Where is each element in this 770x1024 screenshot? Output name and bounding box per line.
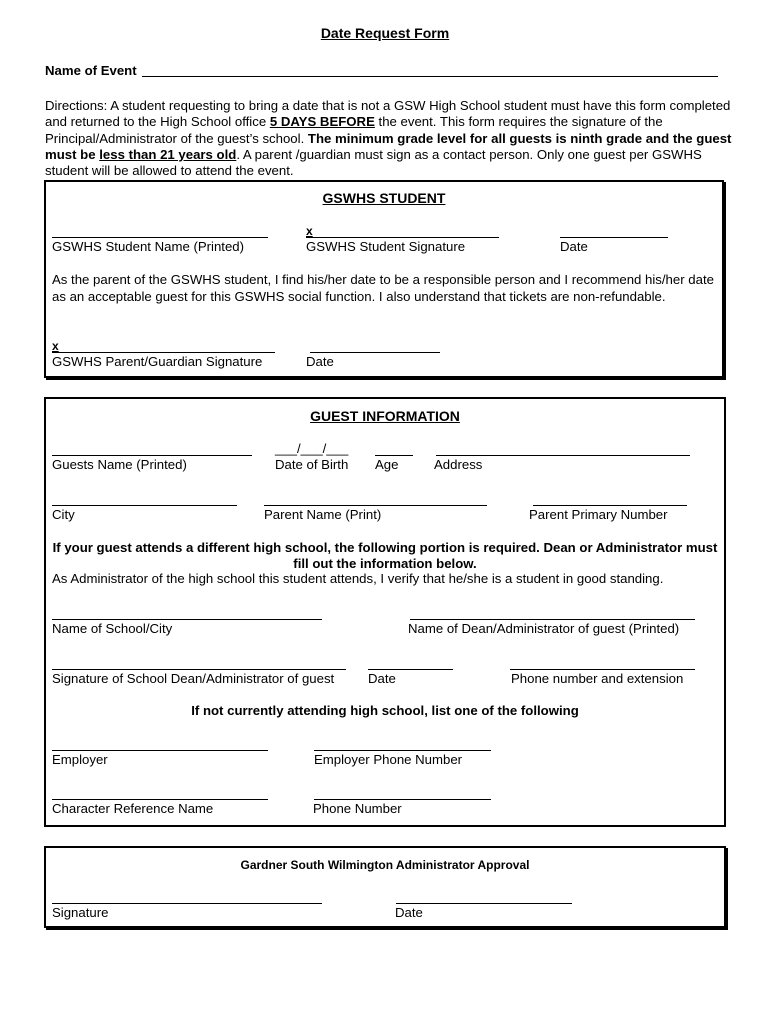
other-school-notice: If your guest attends a different high school, the following portion is required. Dean or Administrator must fill out the information below. <box>52 540 718 571</box>
form-title: Date Request Form <box>320 25 450 41</box>
reference-phone-label: Phone Number <box>313 801 402 816</box>
employer-label: Employer <box>52 752 108 767</box>
parent-statement: As the parent of the GSWHS student, I find his/her date to be a responsible person and I recommend his/her date as an acceptable guest for this GSWHS social function. I also understand that tickets are non-refundable. <box>52 272 714 304</box>
parent-x-mark: x <box>52 339 59 353</box>
student-signature-field[interactable] <box>306 237 499 238</box>
five-days-before: 5 DAYS BEFORE <box>269 114 375 130</box>
guest-name-field[interactable] <box>52 455 252 456</box>
guest-parent-name-field[interactable] <box>264 505 487 506</box>
guest-heading: GUEST INFORMATION <box>310 408 460 424</box>
event-name-field[interactable] <box>142 76 718 77</box>
student-signature-label: GSWHS Student Signature <box>306 239 466 254</box>
guest-parent-phone-label: Parent Primary Number <box>529 507 668 522</box>
approval-date-label: Date <box>395 905 423 920</box>
dean-date-field[interactable] <box>368 669 453 670</box>
guest-address-field[interactable] <box>436 455 690 456</box>
directions: Directions: A student requesting to bring a date that is not a GSW High School student must have this form completed and returned to the High School office 5 DAYS BEFORE the event. This form requires the signature of the Principal/Administrator of the guest’s school. The minimum grade level for all guests is ninth grade and the guest must be less than 21 years old. A parent /guardian must sign as a contact person. Only one guest per GSWHS student will be allowed to attend the event. <box>45 98 732 179</box>
approval-date-field[interactable] <box>396 903 572 904</box>
dean-name-field[interactable] <box>410 619 695 620</box>
reference-name-label: Character Reference Name <box>52 801 214 816</box>
student-name-label: GSWHS Student Name (Printed) <box>52 239 245 254</box>
dean-phone-label: Phone number and extension <box>511 671 684 686</box>
dean-phone-field[interactable] <box>510 669 695 670</box>
guest-city-field[interactable] <box>52 505 237 506</box>
student-date-label: Date <box>560 239 588 254</box>
not-attending-notice: If not currently attending high school, list one of the following <box>191 703 579 718</box>
parent-signature-field[interactable] <box>52 352 275 353</box>
guest-address-label: Address <box>434 457 483 472</box>
dean-signature-field[interactable] <box>52 669 346 670</box>
parent-date-label: Date <box>306 354 334 369</box>
parent-date-field[interactable] <box>310 352 440 353</box>
dean-signature-label: Signature of School Dean/Administrator of guest <box>52 671 335 686</box>
student-name-field[interactable] <box>52 237 268 238</box>
school-name-label: Name of School/City <box>52 621 173 636</box>
guest-age-label: Age <box>375 457 399 472</box>
guest-age-field[interactable] <box>375 455 413 456</box>
reference-phone-field[interactable] <box>314 799 491 800</box>
employer-phone-label: Employer Phone Number <box>314 752 463 767</box>
student-heading: GSWHS STUDENT <box>322 190 446 206</box>
reference-name-field[interactable] <box>52 799 268 800</box>
guest-name-label: Guests Name (Printed) <box>52 457 187 472</box>
approval-signature-label: Signature <box>52 905 109 920</box>
dean-date-label: Date <box>368 671 396 686</box>
guest-dob-label: Date of Birth <box>275 457 349 472</box>
guest-dob-field[interactable]: ___/___/___ <box>275 441 349 456</box>
approval-signature-field[interactable] <box>52 903 322 904</box>
school-name-field[interactable] <box>52 619 322 620</box>
student-date-field[interactable] <box>560 237 668 238</box>
approval-heading: Gardner South Wilmington Administrator Approval <box>240 858 530 872</box>
guest-parent-phone-field[interactable] <box>533 505 687 506</box>
parent-signature-label: GSWHS Parent/Guardian Signature <box>52 354 263 369</box>
age-limit: less than 21 years old <box>99 146 237 162</box>
employer-field[interactable] <box>52 750 268 751</box>
employer-phone-field[interactable] <box>314 750 491 751</box>
student-x-mark: x <box>306 224 313 238</box>
guest-city-label: City <box>52 507 75 522</box>
admin-verify-statement: As Administrator of the high school this student attends, I verify that he/she is a student in good standing. <box>52 571 664 586</box>
event-name-label: Name of Event <box>45 63 137 78</box>
dean-name-label: Name of Dean/Administrator of guest (Printed) <box>408 621 680 636</box>
guest-parent-name-label: Parent Name (Print) <box>264 507 382 522</box>
